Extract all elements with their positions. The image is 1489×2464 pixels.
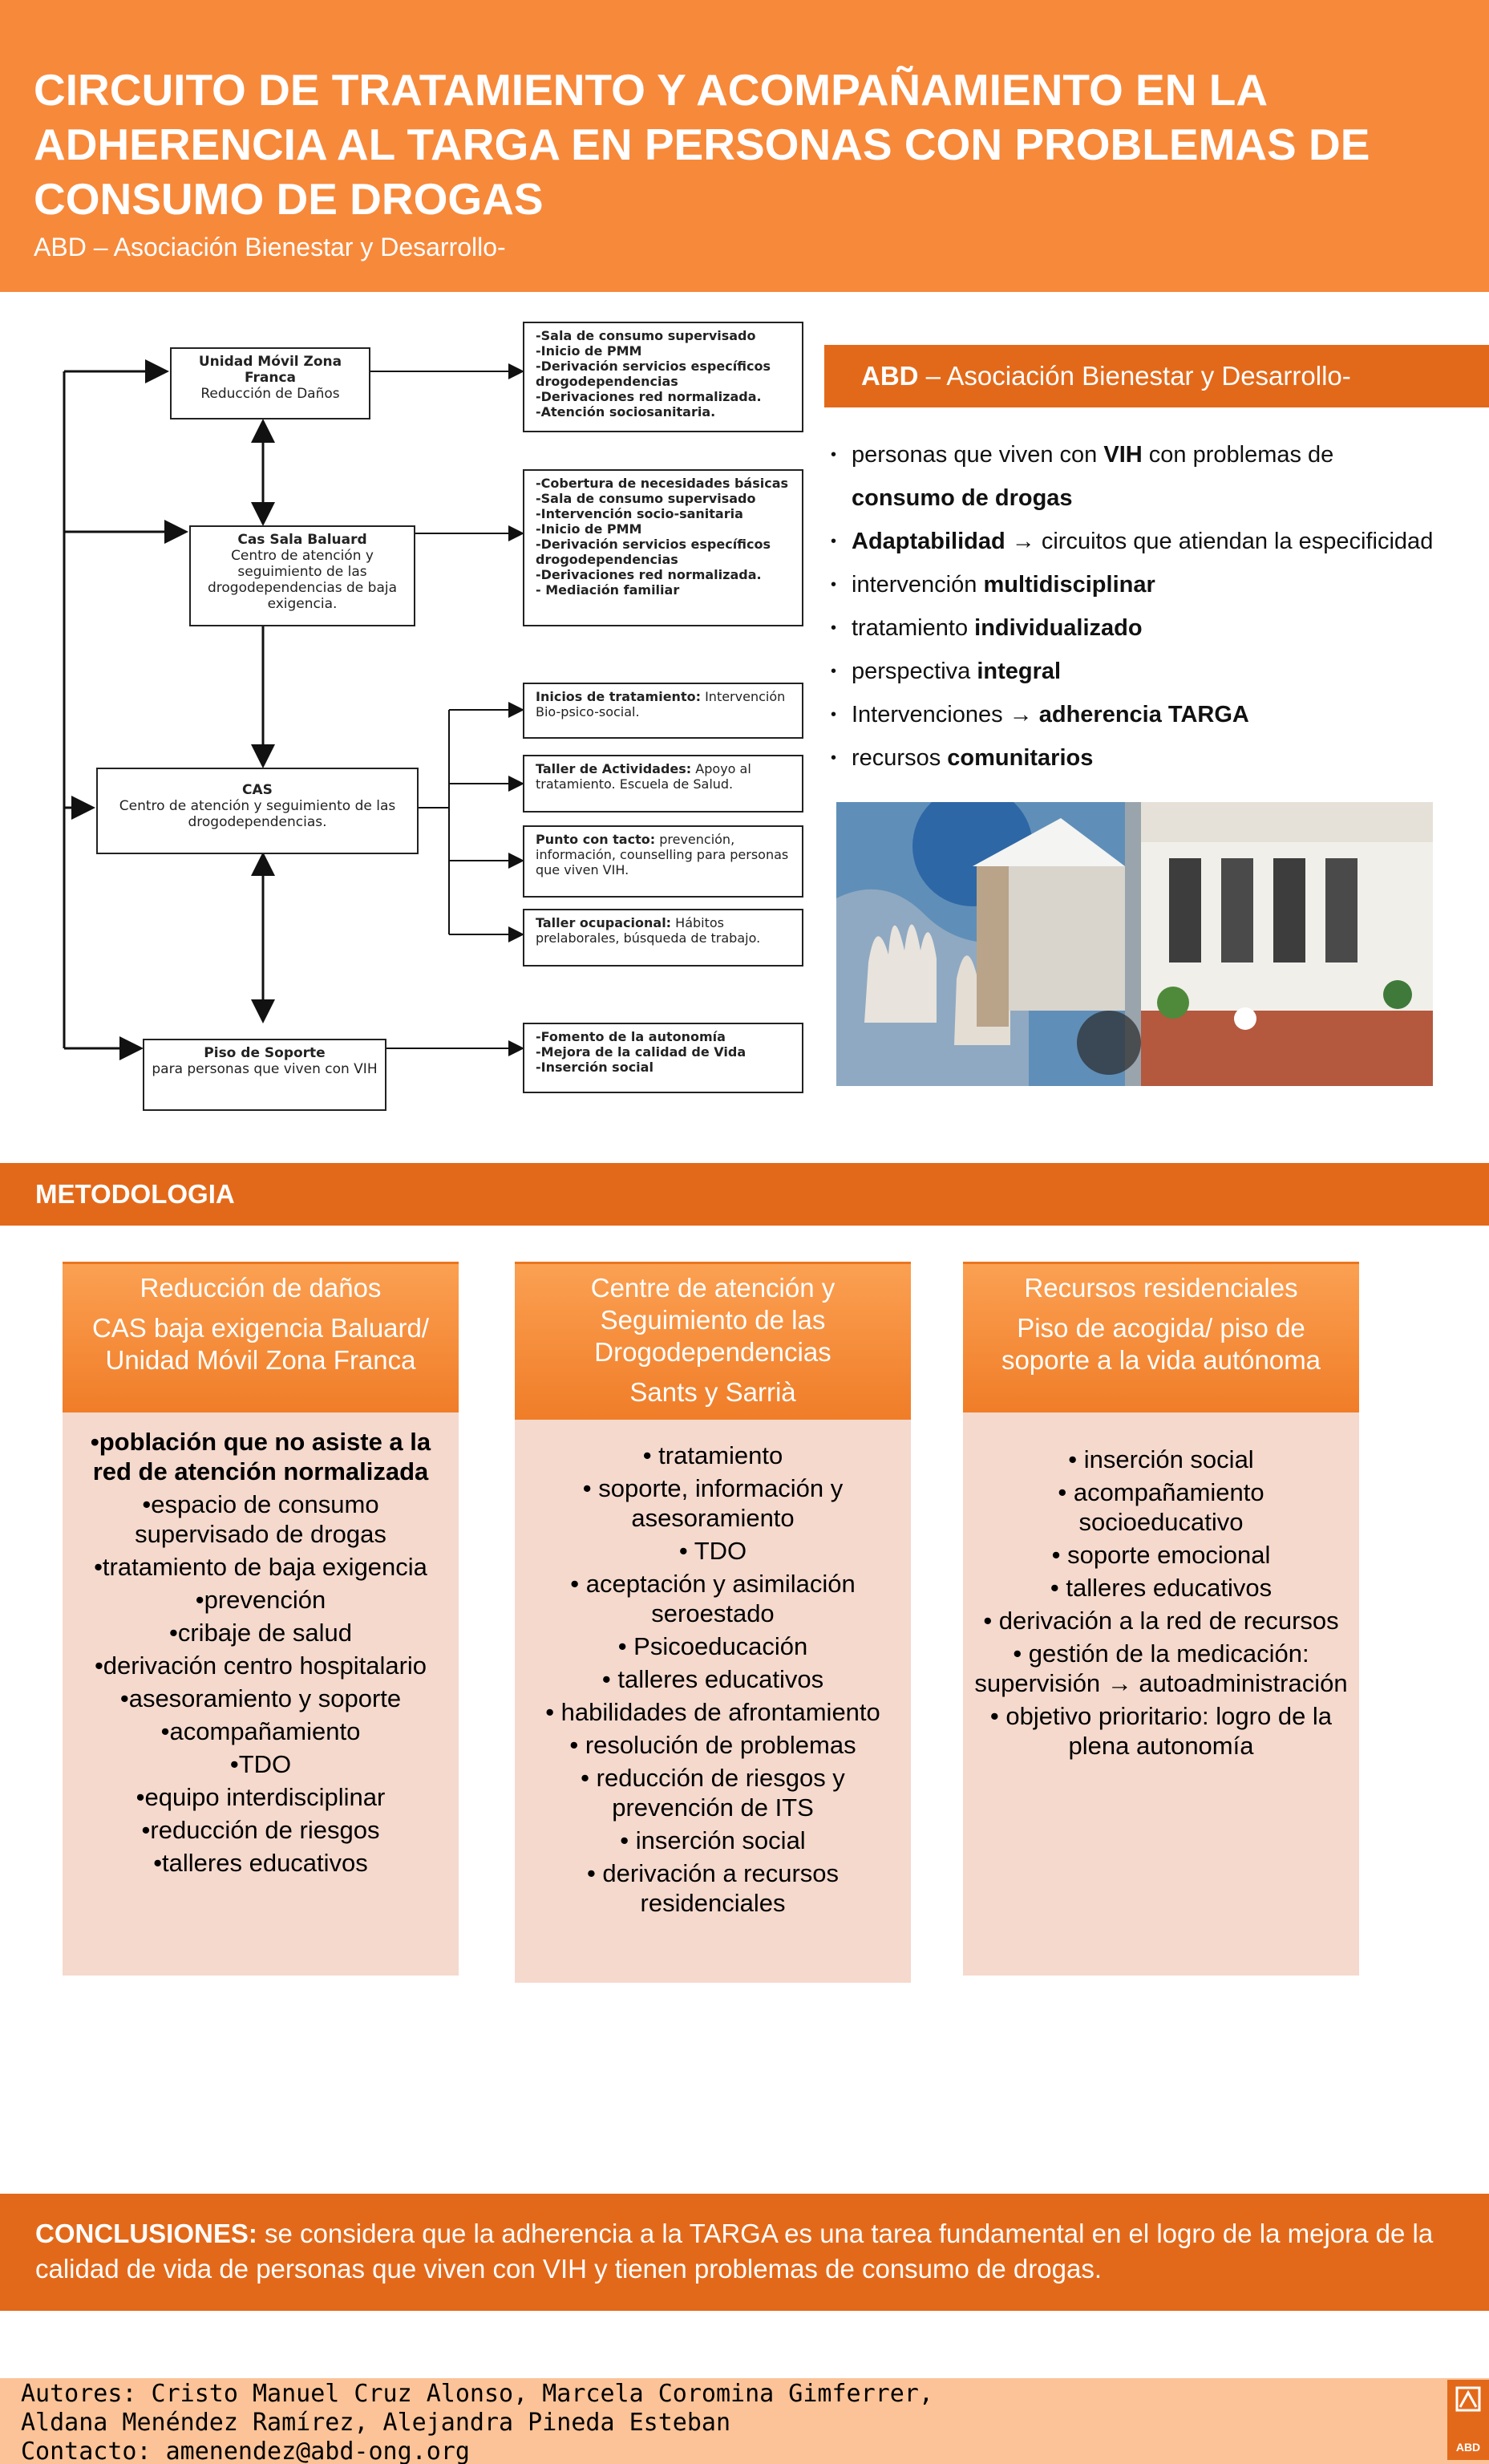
list-item: • objetivo prioritario: logro de la plena autonomía — [989, 1702, 1333, 1760]
list-item — [831, 433, 1488, 520]
list-item: • habilidades de afrontamiento — [545, 1698, 880, 1726]
list-item: • aceptación y asimilación seroestado — [570, 1570, 856, 1627]
abd-heading-bold: ABD — [861, 361, 919, 391]
list-item: -Derivación servicios específicos drogodependencias — [536, 537, 771, 567]
column-title: Reducción de daños — [140, 1273, 382, 1303]
item-bold: multidisciplinar — [983, 572, 1155, 598]
footer — [0, 2378, 1489, 2464]
list-item: •reducción de riesgos — [141, 1816, 380, 1844]
item-bold: VIH — [1103, 442, 1143, 468]
column-subtitle: Piso de acogida/ piso de soporte a la vida autónoma — [1001, 1313, 1321, 1375]
column-title: Recursos residenciales — [1024, 1273, 1298, 1303]
list-cas-3-text: prevención, información, counselling para personas que viven VIH. — [536, 832, 789, 877]
column-reduccion-danos — [63, 1262, 459, 1976]
list-cas-baluard — [523, 469, 803, 626]
list-item — [831, 650, 1488, 693]
poster-title: CIRCUITO DE TRATAMIENTO Y ACOMPAÑAMIENTO EN LA ADHERENCIA AL TARGA EN PERSONAS CON PROBLEMAS DE CONSUMO DE DROGAS — [34, 65, 1370, 224]
list-item: • tratamiento — [642, 1441, 783, 1469]
list-item: • TDO — [678, 1537, 747, 1565]
item-text: tratamiento — [852, 615, 975, 641]
list-cas-2-text: Apoyo al tratamiento. Escuela de Salud. — [536, 761, 751, 792]
node-unidad-movil-title: Unidad Móvil Zona Franca — [198, 354, 342, 386]
list-item: •talleres educativos — [153, 1849, 368, 1877]
column-body — [963, 1412, 1359, 1976]
list-cas-4 — [523, 909, 803, 967]
node-unidad-movil — [170, 347, 370, 419]
list-item: • talleres educativos — [601, 1665, 824, 1693]
list-cas-3 — [523, 825, 803, 898]
item-bold: adherencia TARGA — [1038, 702, 1249, 727]
list-item: -Sala de consumo supervisado — [536, 491, 756, 506]
list-cas-1-text: Intervención Bio-psico-social. — [536, 689, 786, 719]
center-photo-illustration — [836, 802, 1433, 1086]
list-item: -Derivación servicios específicos drogodependencias — [536, 359, 771, 389]
list-item: •acompañamiento — [160, 1717, 361, 1745]
list-cas-4-text: Hábitos prelaborales, búsqueda de trabajo. — [536, 915, 761, 946]
conclusiones-label: CONCLUSIONES: — [35, 2219, 257, 2248]
item-text: con problemas de — [1142, 442, 1334, 468]
item-bold: Adaptabilidad — [852, 529, 1005, 554]
node-cas — [96, 768, 419, 854]
item-text: perspectiva — [852, 659, 977, 684]
item-text: intervención — [852, 572, 984, 598]
list-item: - Mediación familiar — [536, 582, 680, 598]
list-item: • inserción social — [620, 1826, 806, 1854]
list-item — [831, 520, 1488, 563]
center-photo — [836, 802, 1433, 1086]
item-bold: comunitarios — [947, 745, 1094, 771]
list-item: • acompañamiento socioeducativo — [1058, 1478, 1264, 1536]
poster-subtitle: ABD – Asociación Bienestar y Desarrollo- — [34, 233, 506, 261]
node-unidad-movil-text: Reducción de Daños — [200, 386, 340, 402]
column-header — [963, 1262, 1359, 1412]
item-text: recursos — [852, 745, 948, 771]
list-piso — [523, 1023, 803, 1093]
column-body — [63, 1412, 459, 1976]
list-item: •espacio de consumo supervisado de drogas — [135, 1490, 386, 1548]
metodologia-heading: METODOLOGIA — [0, 1163, 1489, 1226]
list-item: -Inicio de PMM — [536, 521, 642, 537]
list-item: -Derivaciones red normalizada. — [536, 389, 762, 404]
column-header — [63, 1262, 459, 1412]
item-text: Intervenciones → — [852, 702, 1039, 727]
list-item: -Sala de consumo supervisado — [536, 328, 756, 343]
list-item: • soporte emocional — [1051, 1541, 1271, 1569]
list-item: •derivación centro hospitalario — [94, 1651, 427, 1680]
node-cas-baluard-title: Cas Sala Baluard — [237, 532, 367, 548]
list-item: •equipo interdisciplinar — [136, 1783, 386, 1811]
column-body — [515, 1420, 911, 1983]
list-item — [831, 736, 1488, 780]
list-item: -Cobertura de necesidades básicas — [536, 476, 789, 491]
list-item: •población que no asiste a la red de atención normalizada — [90, 1428, 431, 1485]
list-item — [831, 563, 1488, 606]
authors-contact: Autores: Cristo Manuel Cruz Alonso, Marcela Coromina Gimferrer, Aldana Menéndez Ramírez, Alejandra Pineda Esteban Contacto: amenendez@abd-ong.org — [21, 2380, 933, 2464]
list-item: -Intervención socio-sanitaria — [536, 506, 743, 521]
list-item: -Inicio de PMM — [536, 343, 642, 359]
list-item: • Psicoeducación — [617, 1632, 808, 1660]
node-cas-baluard-text: Centro de atención y seguimiento de las drogodependencias de baja exigencia. — [207, 548, 398, 612]
list-item: • soporte, información y asesoramiento — [582, 1474, 844, 1532]
node-cas-title: CAS — [242, 782, 273, 798]
list-item — [831, 693, 1488, 736]
list-item: • inserción social — [1068, 1445, 1254, 1473]
item-bold: individualizado — [974, 615, 1143, 641]
abd-logo-icon — [1447, 2380, 1489, 2460]
list-item: •TDO — [229, 1750, 292, 1778]
item-bold: integral — [977, 659, 1062, 684]
list-cas-2-label: Taller de Actividades: — [536, 761, 692, 776]
list-item: • reducción de riesgos y prevención de ITS — [581, 1764, 845, 1822]
column-recursos-residenciales — [963, 1262, 1359, 1976]
list-item: • derivación a recursos residenciales — [586, 1859, 840, 1917]
abd-bullet-list — [831, 433, 1488, 780]
list-item: -Inserción social — [536, 1060, 653, 1075]
list-item: • gestión de la medicación: supervisión → autoadministración — [974, 1639, 1348, 1697]
node-cas-baluard — [189, 525, 415, 626]
column-header — [515, 1262, 911, 1420]
list-item: • talleres educativos — [1050, 1574, 1273, 1602]
node-cas-text: Centro de atención y seguimiento de las drogodependencias. — [119, 798, 396, 830]
column-subtitle: CAS baja exigencia Baluard/ Unidad Móvil Zona Franca — [91, 1313, 430, 1375]
poster-header — [0, 0, 1489, 292]
list-item: -Mejora de la calidad de Vida — [536, 1044, 747, 1060]
list-item: •prevención — [195, 1586, 326, 1614]
node-piso-text: para personas que viven con VIH — [152, 1061, 378, 1077]
list-item: • resolución de problemas — [569, 1731, 856, 1759]
node-piso — [143, 1039, 386, 1111]
abd-heading-text: – Asociación Bienestar y Desarrollo- — [918, 361, 1351, 391]
abd-heading — [824, 345, 1489, 407]
item-bold: consumo de drogas — [852, 485, 1073, 511]
list-cas-2 — [523, 755, 803, 813]
list-cas-1 — [523, 683, 803, 739]
item-text: → circuitos que atiendan la especificidad — [1005, 529, 1434, 554]
list-item: •asesoramiento y soporte — [119, 1684, 402, 1712]
list-item: • derivación a la red de recursos — [983, 1607, 1339, 1635]
logo-text: ABD — [1455, 2441, 1481, 2454]
list-unidad-movil — [523, 322, 803, 432]
logo-mark — [1447, 2380, 1489, 2428]
list-item: -Derivaciones red normalizada. — [536, 567, 762, 582]
list-item: •cribaje de salud — [169, 1619, 352, 1647]
list-item: -Atención sociosanitaria. — [536, 404, 716, 419]
list-cas-4-label: Taller ocupacional: — [536, 915, 672, 930]
list-item: -Fomento de la autonomía — [536, 1029, 726, 1044]
list-cas-1-label: Inicios de tratamiento: — [536, 689, 701, 704]
conclusiones-text: se considera que la adherencia a la TARGA es una tarea fundamental en el logro de la mejora de la calidad de vida de personas que viven con VIH y tienen problemas de consumo de drogas. — [35, 2219, 1434, 2284]
conclusiones-box — [0, 2194, 1489, 2311]
column-title: Centre de atención y Seguimiento de las Drogodependencias — [590, 1273, 836, 1367]
column-cas — [515, 1262, 911, 1983]
item-text: personas que viven con — [852, 442, 1104, 468]
column-subtitle: Sants y Sarrià — [629, 1377, 796, 1407]
list-cas-3-label: Punto con tacto: — [536, 832, 656, 847]
list-item: •tratamiento de baja exigencia — [94, 1553, 427, 1581]
node-piso-title: Piso de Soporte — [204, 1045, 326, 1061]
list-item — [831, 606, 1488, 650]
flow-diagram — [48, 309, 810, 1115]
